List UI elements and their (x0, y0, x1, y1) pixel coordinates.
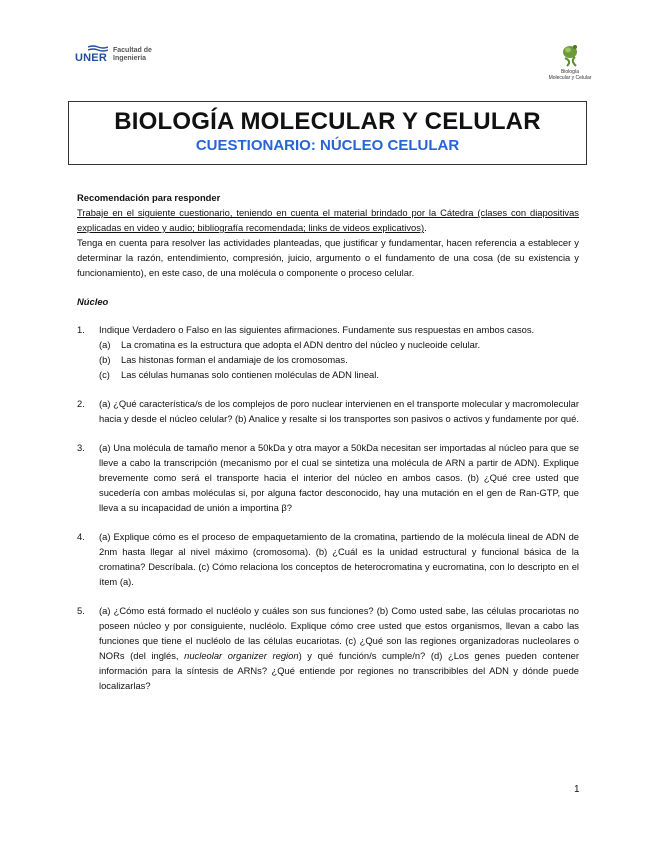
question-number: 1. (77, 324, 85, 335)
document-subtitle: CUESTIONARIO: NÚCLEO CELULAR (195, 137, 460, 154)
question-2 (77, 396, 579, 426)
sub-item-text: La cromatina es la estructura que adopta el ADN dentro del núcleo y nucleoide celular. (121, 339, 481, 350)
title-box (68, 101, 587, 165)
sub-item-text: Las histonas forman el andamiaje de los cromosomas. (121, 354, 348, 365)
question-1 (77, 322, 579, 382)
question-list (77, 322, 579, 693)
question-3 (77, 440, 579, 515)
question-text-italic: nucleolar organizer region (184, 650, 299, 661)
question-text: (a) Una molécula de tamaño menor a 50kDa y otra mayor a 50kDa necesitan ser importadas al núcleo para que se lleve a cabo la transcripción (mecanismo por el cual se sintetiza una molécula de ARN a partir de ADN). Explique brevemente como será el transporte hacia el interior del núcleo en ambos casos. (b) ¿Qué cree usted que sucedería con ambas moléculas si, por alguna factor desconocido, hay una mutación en el gen de Ran-GTP, que lleva a su incapacidad de unión a importina β? (99, 442, 579, 513)
uner-waves-icon (88, 45, 108, 52)
sub-item-label: (a) (99, 339, 111, 350)
recommendation-period: . (424, 222, 427, 233)
faculty-name (113, 47, 152, 63)
uner-logo-text: UNER (75, 52, 107, 64)
document-body (77, 190, 579, 707)
question-number: 5. (77, 605, 85, 616)
recommendation-instructions (77, 205, 579, 235)
sub-item (99, 352, 579, 367)
recommendation-underlined: Trabaje en el siguiente cuestionario, teniendo en cuenta el material brindado por la Cátedra (clases con diapositivas explicadas en video y audio; bibliografía recomendada; links de videos explicativos) (77, 207, 579, 233)
question-text: (a) Explique cómo es el proceso de empaquetamiento de la cromatina, partiendo de la molécula lineal de ADN de 2nm hasta llegar al nivel máximo (cromosoma). (b) ¿Cuál es la unidad estructural y funcional básica de la cromatina? Descríbala. (c) Cómo relaciona los conceptos de heterocromatina y eucromatina, con lo descripto en el ítem (a). (99, 531, 579, 587)
sub-item (99, 367, 579, 382)
sub-item-label: (c) (99, 369, 110, 380)
dna-cell-icon (559, 42, 581, 68)
uner-mark (75, 45, 108, 64)
biology-logo (540, 42, 600, 81)
question-5 (77, 603, 579, 693)
document-title: BIOLOGÍA MOLECULAR Y CELULAR (114, 108, 541, 135)
uner-logo (75, 45, 152, 64)
section-title: Núcleo (77, 296, 109, 307)
biology-logo-line-2: Molecular y Celular (548, 75, 592, 81)
biology-logo-text (540, 69, 600, 81)
question-number: 3. (77, 442, 85, 453)
page-number: 1 (574, 784, 580, 795)
sub-item-text: Las células humanas solo contienen moléculas de ADN lineal. (121, 369, 379, 380)
question-text (99, 603, 579, 693)
question-body (99, 322, 579, 382)
biology-logo-line-1: Biología (560, 69, 580, 75)
sub-item (99, 337, 579, 352)
faculty-line-1: Facultad de (113, 46, 152, 54)
question-4 (77, 529, 579, 589)
question-number: 2. (77, 398, 85, 409)
question-text: (a) ¿Qué característica/s de los complejos de poro nuclear intervienen en el transporte molecular y macromolecular hacia y desde el núcleo celular? (b) Analice y resalte si los transportes son pasivos o activos y fundamente por qué. (99, 398, 579, 424)
question-number: 4. (77, 531, 85, 542)
question-text-part-a: (a) ¿Cómo está formado el nucléolo y cuáles son sus funciones? (b) Como usted sabe, las células procariotas no poseen núcleo y por consiguiente, nucléolo. Explique cómo cree usted que estos organismos, llevan a cabo las funciones que tiene el nucléolo de las células eucariotas. (c) ¿Qué son las regiones organizadoras nucleolares o NORs (del inglés, (99, 605, 579, 661)
recommendation-heading: Recomendación para responder (77, 192, 221, 203)
question-text-part-b: ) y qué función/s cumple/n? (d) ¿Los genes pueden contener información para la síntesis de ARNs? ¿Qué entiende por regiones no transcribibles del ADN y dónde puede localizarlas? (99, 650, 579, 691)
question-text: Indique Verdadero o Falso en las siguientes afirmaciones. Fundamente sus respuestas en ambos casos. (99, 324, 535, 335)
recommendation-text: Tenga en cuenta para resolver las actividades planteadas, que justificar y fundamentar, hacen referencia a establecer y determinar la razón, entendimiento, compresión, juicio, argumento o el fundamento de una cosa (de su existencia y funcionamiento), en este caso, de una molécula o componente o proceso celular. (77, 237, 579, 278)
sub-item-label: (b) (99, 354, 111, 365)
faculty-line-2: Ingeniería (113, 54, 147, 62)
